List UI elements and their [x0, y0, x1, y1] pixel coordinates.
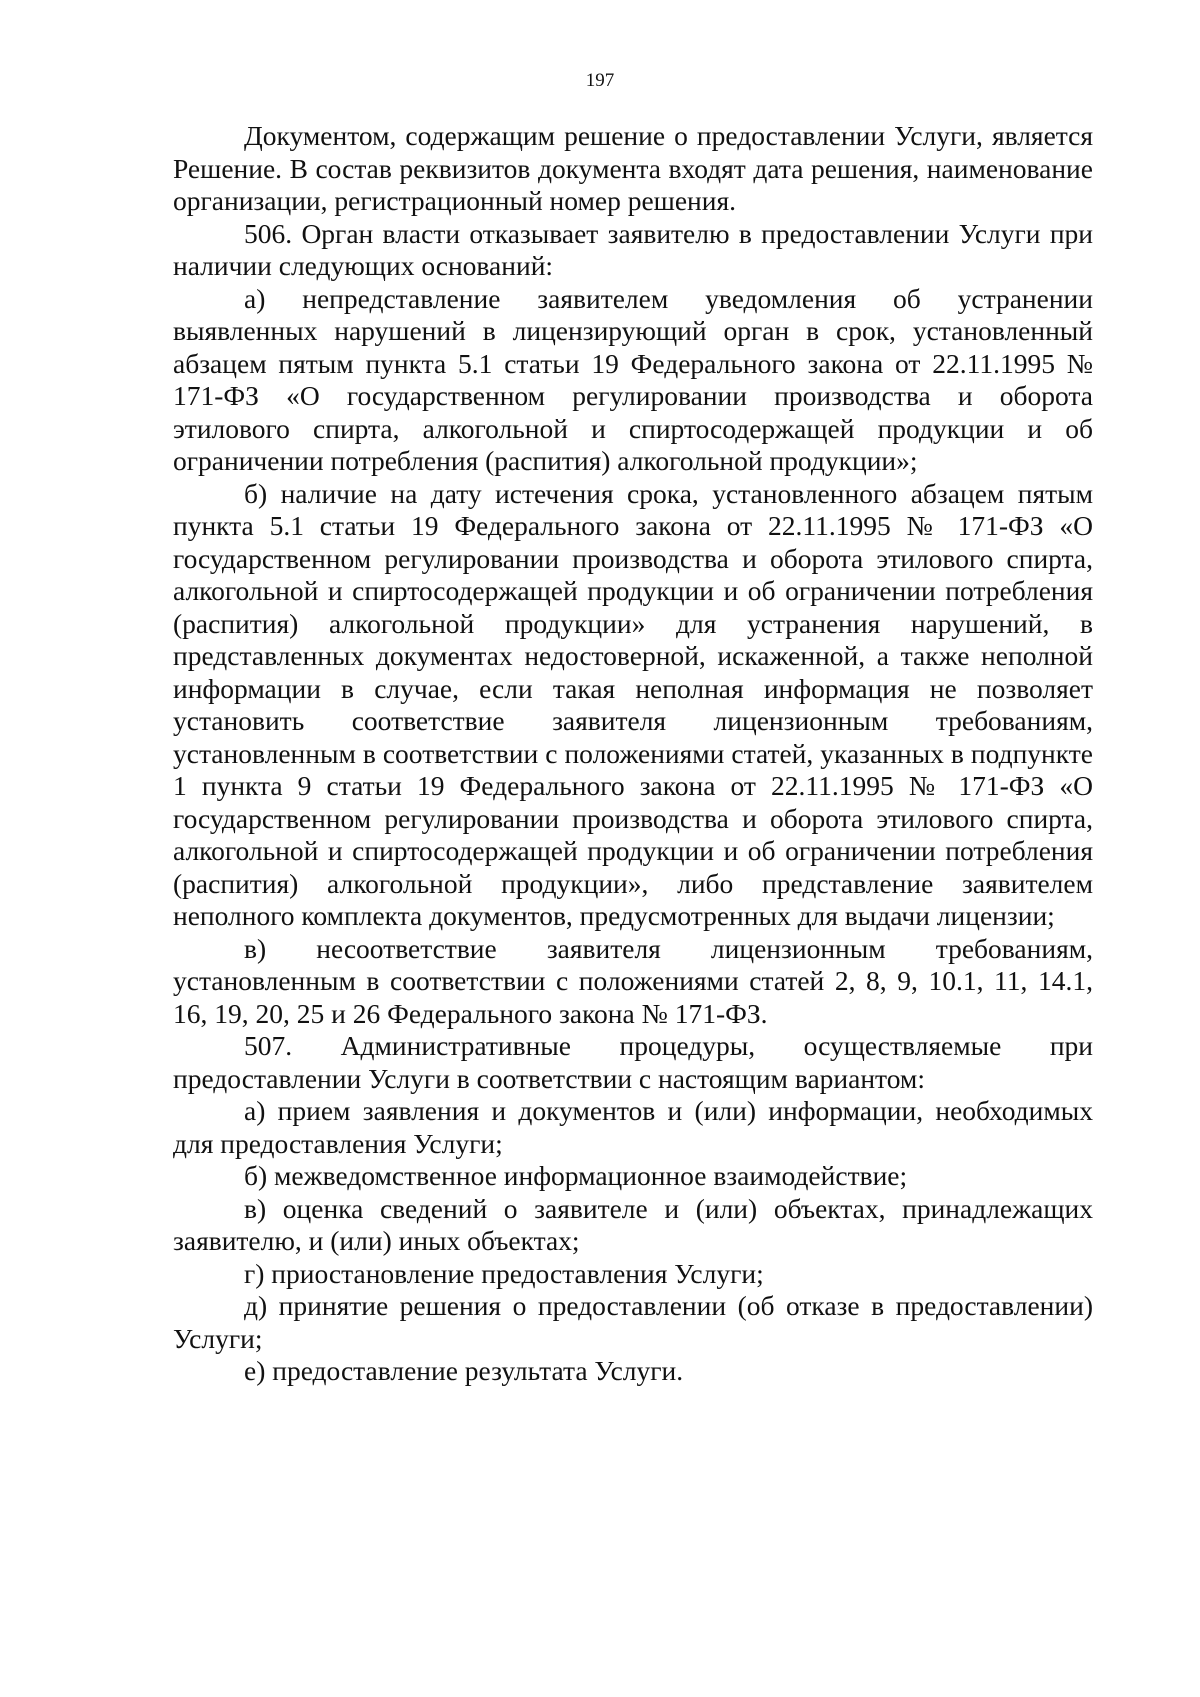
paragraph-507-d: д) принятие решения о предоставлении (об отказе в предоставлении) Услуги; [173, 1290, 1093, 1354]
paragraph-506-a: а) непредставление заявителем уведомления об устранении выявленных нарушений в лицензирующий орган в срок, установленный абзацем пятым пункта 5.1 статьи 19 Федерального закона от 22.11.1995 № 171-ФЗ «О государственном регулировании производства и оборота этилового спирта, алкогольной и спиртосодержащей продукции и об ограничении потребления (распития) алкогольной продукции»; [173, 282, 1093, 476]
paragraph-507-g: г) приостановление предоставления Услуги; [244, 1257, 764, 1289]
paragraph-506-v: в) несоответствие заявителя лицензионным требованиям, установленным в соответствии с положениями статей 2, 8, 9, 10.1, 11, 14.1, 16, 19, 20, 25 и 26 Федерального закона № 171-ФЗ. [173, 932, 1093, 1029]
paragraph-507-e: е) предоставление результата Услуги. [244, 1355, 684, 1386]
paragraph-507: 507. Административные процедуры, осуществляемые при предоставлении Услуги в соответствии с настоящим вариантом: [173, 1030, 1093, 1094]
paragraph-506-b: б) наличие на дату истечения срока, установленного абзацем пятым пункта 5.1 статьи 19 Федерального закона от 22.11.1995 № 171-ФЗ «О государственном регулировании производства и оборота этилового спирта, алкогольной и спиртосодержащей продукции и об ограничении потребления (распития) алкогольной продукции» для устранения нарушений, в представленных документах недостоверной, искаженной, а также неполной информации в случае, если такая неполная информация не позволяет установить соответствие заявителя лицензионным требованиям, установленным в соответствии с положениями статей, указанных в подпункте 1 пункта 9 статьи 19 Федерального закона от 22.11.1995 № 171-ФЗ «О государственном регулировании производства и оборота этилового спирта, алкогольной и спиртосодержащей продукции и об ограничении потребления (распития) алкогольной продукции», либо представление заявителем неполного комплекта документов, предусмотренных для выдачи лицензии; [173, 477, 1093, 931]
paragraph-506: 506. Орган власти отказывает заявителю в предоставлении Услуги при наличии следующих оснований: [173, 217, 1093, 281]
paragraph-507-v: в) оценка сведений о заявителе и (или) объектах, принадлежащих заявителю, и (или) иных объектах; [173, 1192, 1093, 1256]
page-number: 197 [585, 70, 615, 91]
paragraph-507-b: б) межведомственное информационное взаимодействие; [244, 1160, 908, 1191]
paragraph-result-document: Документом, содержащим решение о предоставлении Услуги, является Решение. В состав реквизитов документа входят дата решения, наименование организации, регистрационный номер решения. [173, 120, 1093, 216]
paragraph-507-a: а) прием заявления и документов и (или) информации, необходимых для предоставления Услуги; [173, 1095, 1093, 1159]
document-body [173, 120, 1093, 1388]
